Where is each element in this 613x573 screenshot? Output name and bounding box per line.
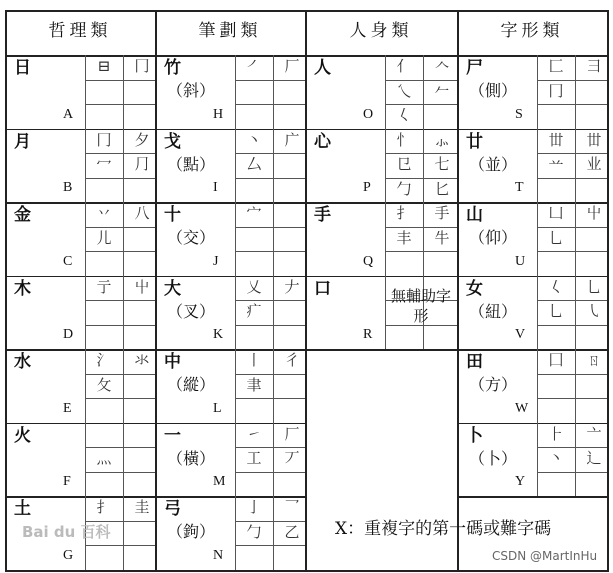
helper-glyph: 儿 — [96, 228, 112, 247]
grid-line — [385, 202, 386, 276]
grid-line — [457, 129, 607, 131]
grid-line — [85, 374, 155, 375]
grid-line — [537, 276, 538, 350]
helper-glyph: 匚 — [548, 57, 564, 75]
root-char: 一 — [164, 425, 181, 446]
grid-line — [155, 202, 305, 204]
helper-glyph: 丰 — [396, 228, 412, 247]
helper-glyph: 𡿨 — [396, 106, 412, 124]
grid-line — [575, 349, 576, 423]
category-header: 筆劃類 — [198, 21, 262, 41]
helper-glyph: 乚 — [548, 228, 564, 247]
grid-line — [537, 472, 607, 473]
grid-line — [537, 423, 538, 497]
stroke-type-label: （橫） — [167, 448, 216, 468]
helper-glyph: ⺊ — [548, 424, 564, 443]
stroke-type-label: （鉤） — [167, 522, 216, 541]
helper-glyph: 亠 — [586, 424, 602, 443]
helper-glyph: ㄖ — [586, 351, 602, 369]
helper-glyph: 乚 — [586, 277, 602, 296]
grid-line — [305, 276, 457, 278]
grid-line — [385, 80, 457, 81]
grid-line — [235, 374, 305, 375]
grid-line — [385, 55, 386, 129]
root-char: 木 — [14, 278, 31, 299]
grid-line — [5, 496, 155, 498]
grid-line — [5, 349, 155, 351]
grid-line — [85, 202, 86, 276]
root-char: 月 — [14, 131, 31, 152]
helper-glyph: 氵 — [96, 351, 112, 369]
helper-glyph: 冂 — [548, 81, 564, 100]
helper-glyph: 䒑 — [548, 155, 564, 173]
code-letter: K — [213, 327, 224, 342]
helper-glyph: 圭 — [134, 498, 150, 516]
helper-glyph: 乀 — [396, 81, 412, 100]
grid-line — [537, 251, 607, 252]
stroke-type-label: （點） — [167, 154, 216, 174]
root-char: 山 — [466, 205, 483, 225]
grid-line — [85, 423, 86, 497]
helper-glyph: 丷 — [96, 204, 112, 222]
helper-glyph: 丗 — [548, 130, 564, 149]
helper-glyph: 彐 — [586, 57, 602, 75]
helper-glyph: 氺 — [134, 351, 150, 369]
code-letter: R — [363, 327, 373, 342]
stroke-type-label: （卜） — [469, 448, 518, 468]
grid-line — [235, 325, 305, 326]
code-letter: U — [515, 253, 526, 269]
root-char: 卜 — [466, 425, 483, 446]
grid-line — [575, 423, 576, 497]
grid-line — [575, 129, 576, 203]
helper-glyph: 屮 — [586, 204, 602, 222]
grid-line — [5, 10, 7, 572]
grid-line — [85, 447, 155, 448]
no-helper-note: 無輔助字形 — [391, 286, 452, 325]
grid-line — [235, 251, 305, 252]
helper-glyph: 厂 — [284, 424, 300, 443]
grid-line — [235, 55, 236, 129]
root-char: 土 — [14, 499, 31, 519]
stroke-type-label: （叉） — [167, 301, 216, 321]
grid-line — [537, 325, 607, 326]
helper-glyph: 扌 — [396, 204, 412, 222]
helper-glyph: ⺆ — [134, 155, 150, 173]
helper-glyph: 厂 — [284, 57, 300, 75]
root-char: 水 — [14, 352, 31, 372]
grid-line — [235, 227, 305, 228]
grid-line — [85, 251, 155, 252]
grid-line — [235, 129, 236, 203]
helper-glyph: 乙 — [284, 522, 300, 541]
helper-glyph: 屮 — [134, 277, 150, 296]
root-char: 人 — [314, 58, 331, 78]
helper-glyph: 厶 — [246, 155, 262, 173]
grid-line — [85, 227, 155, 228]
code-letter: I — [213, 180, 218, 195]
grid-line — [273, 276, 274, 350]
grid-line — [85, 104, 155, 105]
root-char: 尸 — [466, 58, 483, 78]
grid-line — [235, 472, 305, 473]
grid-line — [123, 276, 124, 350]
grid-line — [537, 178, 607, 179]
grid-line — [123, 496, 124, 570]
helper-glyph: ㇒ — [246, 57, 262, 75]
helper-glyph: 囗 — [548, 351, 564, 369]
grid-line — [5, 423, 155, 425]
helper-glyph: 忄 — [396, 130, 412, 149]
code-letter: L — [213, 400, 222, 416]
grid-line — [155, 423, 305, 425]
helper-glyph: 勹 — [246, 522, 262, 541]
root-char: 弓 — [164, 499, 181, 519]
helper-glyph: 亻 — [396, 57, 412, 75]
grid-line — [155, 129, 305, 131]
helper-glyph: 手 — [434, 204, 450, 222]
helper-glyph: 乚 — [548, 302, 564, 320]
helper-glyph: 凵 — [548, 204, 564, 222]
grid-line — [457, 496, 607, 498]
root-char: 火 — [14, 425, 31, 446]
grid-line — [85, 398, 155, 399]
helper-glyph: 广 — [284, 130, 300, 149]
baidu-logo: Bai du 百科 — [22, 523, 111, 541]
grid-line — [273, 129, 274, 203]
grid-line — [85, 521, 155, 522]
grid-line — [537, 202, 538, 276]
grid-line — [575, 202, 576, 276]
code-letter: C — [63, 253, 73, 269]
grid-line — [235, 300, 305, 301]
grid-line — [85, 300, 155, 301]
helper-glyph: 𠆢 — [434, 57, 450, 75]
helper-glyph: 牛 — [434, 228, 450, 247]
helper-glyph: 亍 — [96, 277, 112, 296]
root-char: 大 — [164, 278, 181, 299]
grid-line — [537, 227, 607, 228]
grid-line — [235, 80, 305, 81]
stroke-type-label: （交） — [167, 228, 216, 247]
helper-glyph: 冂 — [134, 57, 150, 75]
helper-glyph: 工 — [246, 449, 262, 467]
grid-line — [85, 129, 86, 203]
grid-line — [85, 349, 86, 423]
grid-line — [235, 521, 305, 522]
grid-line — [235, 349, 236, 423]
grid-line — [385, 251, 457, 252]
root-char: 金 — [14, 205, 31, 225]
helper-glyph: 𠂇 — [284, 277, 300, 296]
grid-line — [85, 55, 86, 129]
helper-glyph: 聿 — [246, 375, 262, 394]
grid-line — [537, 153, 607, 154]
grid-line — [235, 276, 236, 350]
root-char: 中 — [164, 352, 181, 372]
code-letter: M — [213, 474, 226, 489]
grid-line — [537, 104, 607, 105]
grid-line — [385, 178, 457, 179]
grid-line — [123, 55, 124, 129]
x-code-note: X：重複字的第一碼或難字碼 — [335, 519, 552, 539]
code-letter: G — [63, 547, 74, 563]
helper-glyph: 丶 — [548, 449, 564, 467]
grid-line — [235, 496, 236, 570]
grid-line — [5, 570, 155, 572]
helper-glyph: 攵 — [96, 375, 112, 394]
grid-line — [5, 202, 155, 204]
grid-line — [155, 570, 305, 572]
grid-line — [85, 472, 155, 473]
category-header: 字形類 — [500, 21, 564, 41]
grid-line — [5, 129, 155, 131]
helper-glyph: 丨 — [246, 351, 262, 369]
grid-line — [385, 227, 457, 228]
grid-line — [85, 153, 155, 154]
stroke-type-label: （斜） — [167, 81, 216, 100]
root-char: 口 — [314, 278, 331, 299]
grid-line — [85, 80, 155, 81]
grid-line — [123, 349, 124, 423]
grid-line — [85, 178, 155, 179]
grid-line — [385, 276, 386, 350]
helper-glyph: 灬 — [96, 449, 112, 467]
helper-glyph: 彳 — [284, 351, 300, 369]
grid-line — [385, 153, 457, 154]
helper-glyph: 夕 — [134, 130, 150, 149]
helper-glyph: 亅 — [246, 498, 262, 516]
grid-line — [575, 55, 576, 129]
grid-line — [123, 129, 124, 203]
root-char: 十 — [164, 205, 181, 225]
root-char: 田 — [466, 352, 483, 372]
grid-line — [235, 423, 236, 497]
grid-line — [457, 423, 607, 425]
grid-line — [155, 276, 305, 278]
helper-glyph: 扌 — [96, 498, 112, 516]
helper-glyph: 勹 — [396, 179, 412, 198]
grid-line — [85, 276, 86, 350]
code-letter: Y — [515, 474, 526, 489]
helper-glyph: ⺗ — [434, 130, 450, 149]
code-letter: E — [63, 400, 72, 416]
grid-line — [235, 153, 305, 154]
grid-line — [385, 104, 457, 105]
grid-line — [273, 349, 274, 423]
grid-line — [85, 545, 155, 546]
grid-line — [457, 276, 607, 278]
grid-line — [273, 202, 274, 276]
code-letter: P — [363, 180, 371, 195]
code-letter: H — [213, 106, 224, 122]
helper-glyph: 乂 — [246, 277, 262, 296]
grid-line — [385, 129, 386, 203]
category-header: 哲理類 — [48, 21, 112, 41]
helper-glyph: 𡿨 — [548, 277, 564, 296]
grid-line — [537, 374, 607, 375]
code-letter: N — [213, 547, 224, 563]
helper-glyph: 𠂉 — [434, 81, 450, 100]
grid-line — [273, 496, 274, 570]
grid-line — [155, 349, 305, 351]
helper-glyph: 匕 — [434, 179, 450, 198]
code-letter: V — [515, 327, 526, 342]
stroke-type-label: （紐） — [469, 301, 518, 321]
stroke-type-label: （仰） — [469, 228, 518, 247]
code-letter: J — [213, 253, 219, 269]
helper-glyph: 冖 — [96, 155, 112, 173]
code-letter: T — [515, 180, 524, 195]
grid-line — [423, 55, 424, 129]
root-char: 女 — [466, 278, 483, 299]
code-letter: F — [63, 474, 71, 489]
stroke-type-label: （方） — [469, 375, 518, 394]
grid-line — [123, 202, 124, 276]
stroke-type-label: （側） — [469, 81, 518, 100]
grid-line — [273, 423, 274, 497]
grid-line — [457, 10, 459, 572]
root-char: 日 — [14, 58, 31, 78]
grid-line — [235, 202, 236, 276]
grid-line — [423, 202, 424, 276]
root-char: 廿 — [466, 131, 483, 152]
helper-glyph: 丶 — [246, 130, 262, 149]
grid-line — [273, 55, 274, 129]
grid-line — [155, 496, 305, 498]
code-letter: A — [63, 106, 74, 122]
helper-glyph: ⊟ — [97, 57, 111, 75]
grid-line — [305, 129, 457, 131]
helper-glyph: 㔾 — [396, 155, 412, 173]
grid-line — [457, 349, 607, 351]
grid-line — [305, 349, 457, 351]
helper-glyph: 八 — [134, 204, 150, 222]
code-letter: D — [63, 327, 74, 342]
stroke-type-label: （並） — [469, 154, 518, 174]
grid-line — [457, 202, 607, 204]
helper-glyph: 丆 — [284, 449, 300, 467]
root-char: 心 — [314, 131, 331, 152]
grid-line — [5, 276, 155, 278]
root-char: 竹 — [164, 58, 181, 78]
code-letter: Q — [363, 253, 374, 269]
grid-line — [537, 80, 607, 81]
root-char: 戈 — [164, 131, 181, 152]
helper-glyph: 丗 — [586, 130, 602, 149]
helper-glyph: 宀 — [246, 204, 262, 222]
grid-line — [235, 398, 305, 399]
grid-line — [423, 129, 424, 203]
code-letter: S — [515, 106, 523, 122]
grid-line — [235, 104, 305, 105]
helper-glyph: 辶 — [586, 449, 602, 467]
helper-glyph: 乛 — [284, 498, 300, 516]
code-letter: O — [363, 106, 374, 122]
helper-glyph: 七 — [434, 155, 450, 173]
grid-line — [537, 398, 607, 399]
grid-line — [537, 349, 538, 423]
category-header: 人身類 — [349, 21, 413, 41]
grid-line — [575, 276, 576, 350]
grid-line — [235, 447, 305, 448]
helper-glyph: 疒 — [246, 302, 262, 320]
grid-line — [537, 300, 607, 301]
root-char: 手 — [314, 205, 331, 225]
grid-line — [235, 545, 305, 546]
grid-line — [537, 447, 607, 448]
stroke-type-label: （縱） — [167, 375, 216, 394]
grid-line — [123, 423, 124, 497]
helper-glyph: 业 — [586, 155, 602, 173]
grid-line — [85, 325, 155, 326]
helper-glyph: 冂 — [96, 130, 112, 149]
helper-glyph: ㇀ — [246, 424, 262, 443]
csdn-watermark: CSDN @MartInHu — [492, 549, 598, 563]
code-letter: W — [515, 400, 529, 416]
grid-line — [537, 129, 538, 203]
helper-glyph: ㇂ — [586, 302, 602, 320]
code-letter: B — [63, 180, 73, 195]
grid-line — [235, 178, 305, 179]
grid-line — [537, 55, 538, 129]
